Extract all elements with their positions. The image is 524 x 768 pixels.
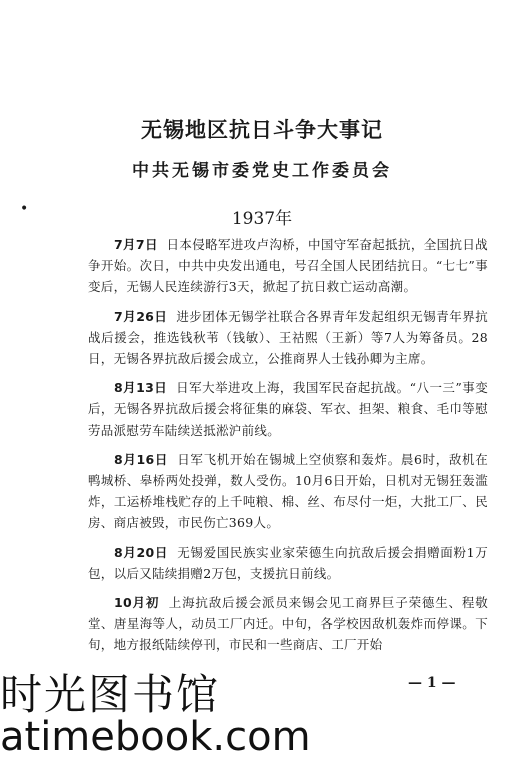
page-number: — 1 — [408,675,456,691]
entry-date: 8月20日 [114,544,168,560]
entry-paragraph [88,592,488,656]
entry-paragraph [88,306,488,370]
entry-text: 日本侵略军进攻卢沟桥，中国守军奋起抵抗，全国抗日战争开始。次日，中共中央发出通电，号召全国人民团结抗日。“七七”事变后，无锡人民连续游行3天，掀起了抗日救亡运动高潮。 [88,237,488,295]
entry-date: 8月16日 [114,451,168,467]
year-heading: 1937年 [231,209,293,229]
entry-date: 7月26日 [114,308,168,324]
entry-date: 10月初 [114,595,160,611]
entry-text: 日军飞机开始在锡城上空侦察和轰炸。晨6时，敌机在鸭城桥、皋桥两处投弹，数人受伤。10月6日开始，日机对无锡狂轰滥炸，工运桥堆栈贮存的上千吨粮、棉、丝、布尽付一炬，大批工厂、民房、商店被毁，市民伤亡369人。 [88,451,489,531]
side-mark: • [20,201,29,217]
entry-text: 上海抗敌后援会派员来锡会见工商界巨子荣德生、程敬堂、唐星海等人，动员工厂内迁。中旬，各学校因敌机轰炸而停课。下旬，地方报纸陆续停刊，市民和一些商店、工厂开始 [88,595,488,653]
chronicle-body [88,234,488,664]
entry-text: 日军大举进攻上海，我国军民奋起抗战。“八一三”事变后，无锡各界抗敌后援会将征集的麻袋、军衣、担架、粮食、毛巾等慰劳品派慰劳车陆续送抵淞沪前线。 [88,380,489,438]
document-title: 无锡地区抗日斗争大事记 [141,118,383,142]
entry-date: 8月13日 [114,380,168,396]
watermark-chinese: 时光图书馆 [0,670,221,719]
entry-paragraph [88,234,488,298]
entry-date: 7月7日 [114,237,158,252]
entry-text: 无锡爱国民族实业家荣德生向抗敌后援会捐赠面粉1万包，以后又陆续捐赠2万包，支援抗日前线。 [88,544,489,581]
document-author: 中共无锡市委党史工作委员会 [132,161,392,181]
watermark-url: atimebook.com [0,714,311,760]
entry-paragraph [88,542,488,584]
entry-paragraph [88,449,488,534]
entry-paragraph [88,377,488,441]
entry-text: 进步团体无锡学社联合各界青年发起组织无锡青年界抗战后援会，推选钱秋苇（钱敏）、王祜熙（王新）等7人为筹备员。28日，无锡各界抗敌后援会成立，公推商界人士钱孙卿为主席。 [88,308,488,367]
